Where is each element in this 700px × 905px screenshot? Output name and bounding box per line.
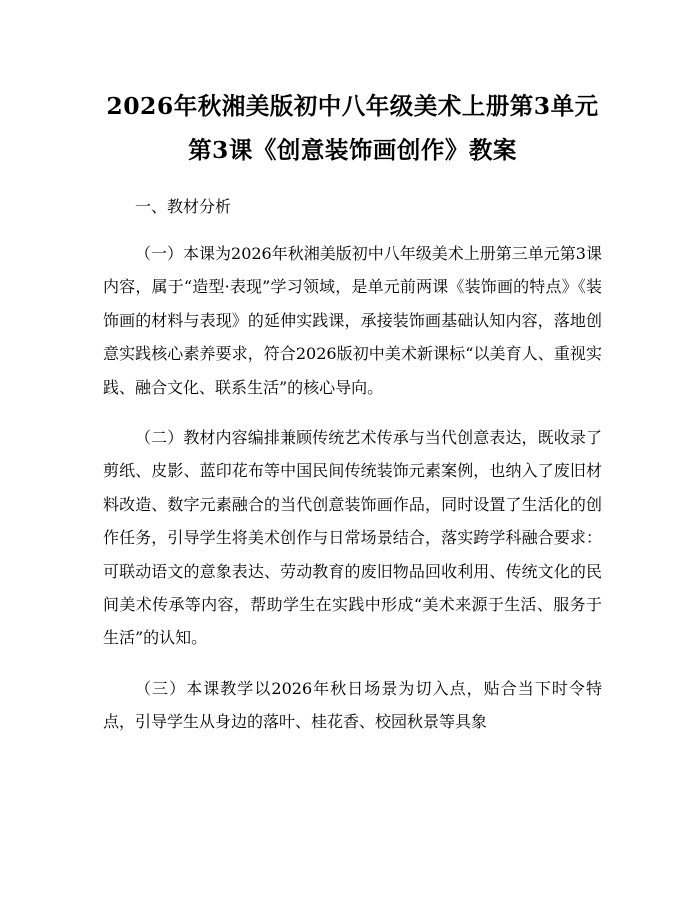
- paragraph-1: （一）本课为2026年秋湘美版初中八年级美术上册第三单元第3课内容，属于“造型·表现”学习领域，是单元前两课《装饰画的特点》《装饰画的材料与表现》的延伸实践课，承接装饰画基础认知内容，落地创意实践核心素养要求，符合2026版初中美术新课标“以美育人、重视实践、融合文化、联系生活”的核心导向。: [103, 244, 602, 397]
- section-heading: 一、教材分析: [135, 197, 232, 216]
- document-title: 2026年秋湘美版初中八年级美术上册第3单元第3课《创意装饰画创作》教案: [106, 92, 599, 164]
- paragraph-3: （三）本课教学以2026年秋日场景为切入点，贴合当下时令特点，引导学生从身边的落叶、桂花香、校园秋景等具象: [103, 678, 602, 732]
- paragraph-2: （二）教材内容编排兼顾传统艺术传承与当代创意表达，既收录了剪纸、皮影、蓝印花布等中国民间传统装饰元素案例，也纳入了废旧材料改造、数字元素融合的当代创意装饰画作品，同时设置了生活化的创作任务，引导学生将美术创作与日常场景结合，落实跨学科融合要求：可联动语文的意象表达、劳动教育的废旧物品回收利用、传统文化的民间美术传承等内容，帮助学生在实践中形成“美术来源于生活、服务于生活”的认知。: [103, 428, 602, 648]
